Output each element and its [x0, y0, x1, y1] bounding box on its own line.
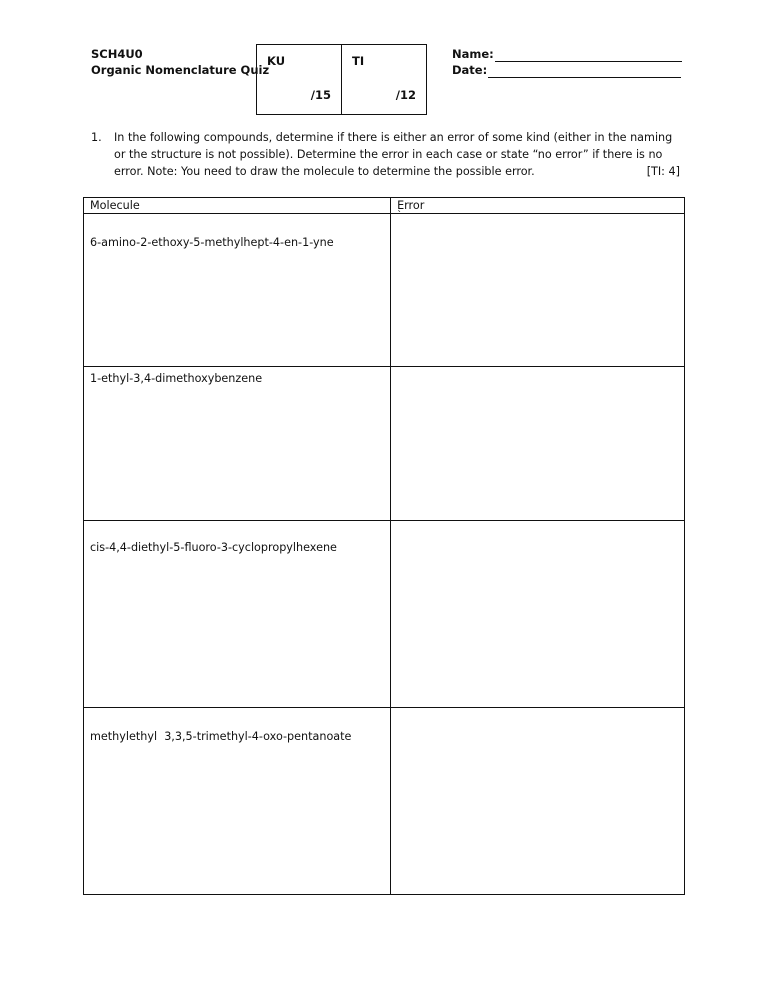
table-row [84, 708, 685, 895]
error-cell[interactable] [391, 210, 685, 367]
course-code: SCH4U0 [91, 47, 143, 61]
answer-table [83, 197, 685, 895]
course-header [91, 46, 269, 78]
table-row [84, 214, 685, 367]
name-row [452, 46, 682, 62]
date-label: Date: [452, 63, 488, 77]
question-line [114, 163, 680, 180]
error-header: Error [391, 198, 685, 214]
question-1 [91, 129, 680, 180]
question-line: or the structure is not possible). Determine the error in each case or state “no error” if there is no [114, 148, 663, 161]
molecule-name: methylethyl 3,3,5-trimethyl-4-oxo-pentanoate [90, 730, 352, 743]
question-line: In the following compounds, determine if there is either an error of some kind (either in the naming [114, 131, 673, 144]
question-text [114, 129, 680, 180]
molecule-header: Molecule [84, 198, 391, 214]
molecule-name: 1-ethyl-3,4-dimethoxybenzene [90, 372, 263, 385]
error-cell[interactable] [391, 367, 685, 521]
error-cell[interactable] [391, 708, 685, 895]
name-field[interactable] [495, 49, 682, 62]
molecule-cell[interactable] [84, 521, 391, 708]
question-line-text: error. Note: You need to draw the molecule to determine the possible error. [114, 165, 535, 178]
ku-max: /15 [310, 88, 331, 102]
molecule-cell[interactable] [84, 367, 391, 521]
question-number: 1. [91, 131, 102, 144]
table-row [84, 367, 685, 521]
ku-label: KU [267, 54, 286, 68]
ku-score-cell[interactable] [257, 45, 341, 114]
error-cell[interactable] [391, 521, 685, 708]
date-row [452, 62, 682, 78]
molecule-cell[interactable] [84, 708, 391, 895]
molecule-cell[interactable] [84, 214, 391, 367]
ti-max: /12 [395, 88, 416, 102]
student-info [452, 46, 682, 78]
error-text: ` [397, 210, 403, 221]
quiz-title: Organic Nomenclature Quiz [91, 63, 270, 77]
table-row [84, 521, 685, 708]
date-field[interactable] [488, 65, 681, 78]
molecule-name: 6-amino-2-ethoxy-5-methylhept-4-en-1-yne [90, 236, 334, 249]
ti-label: TI [352, 54, 365, 68]
score-box [256, 44, 427, 115]
molecule-name: cis-4,4-diethyl-5-fluoro-3-cyclopropylhexene [90, 541, 337, 554]
name-label: Name: [452, 47, 494, 61]
ti-score-cell[interactable] [341, 45, 426, 114]
question-marks: [TI: 4] [646, 165, 680, 178]
